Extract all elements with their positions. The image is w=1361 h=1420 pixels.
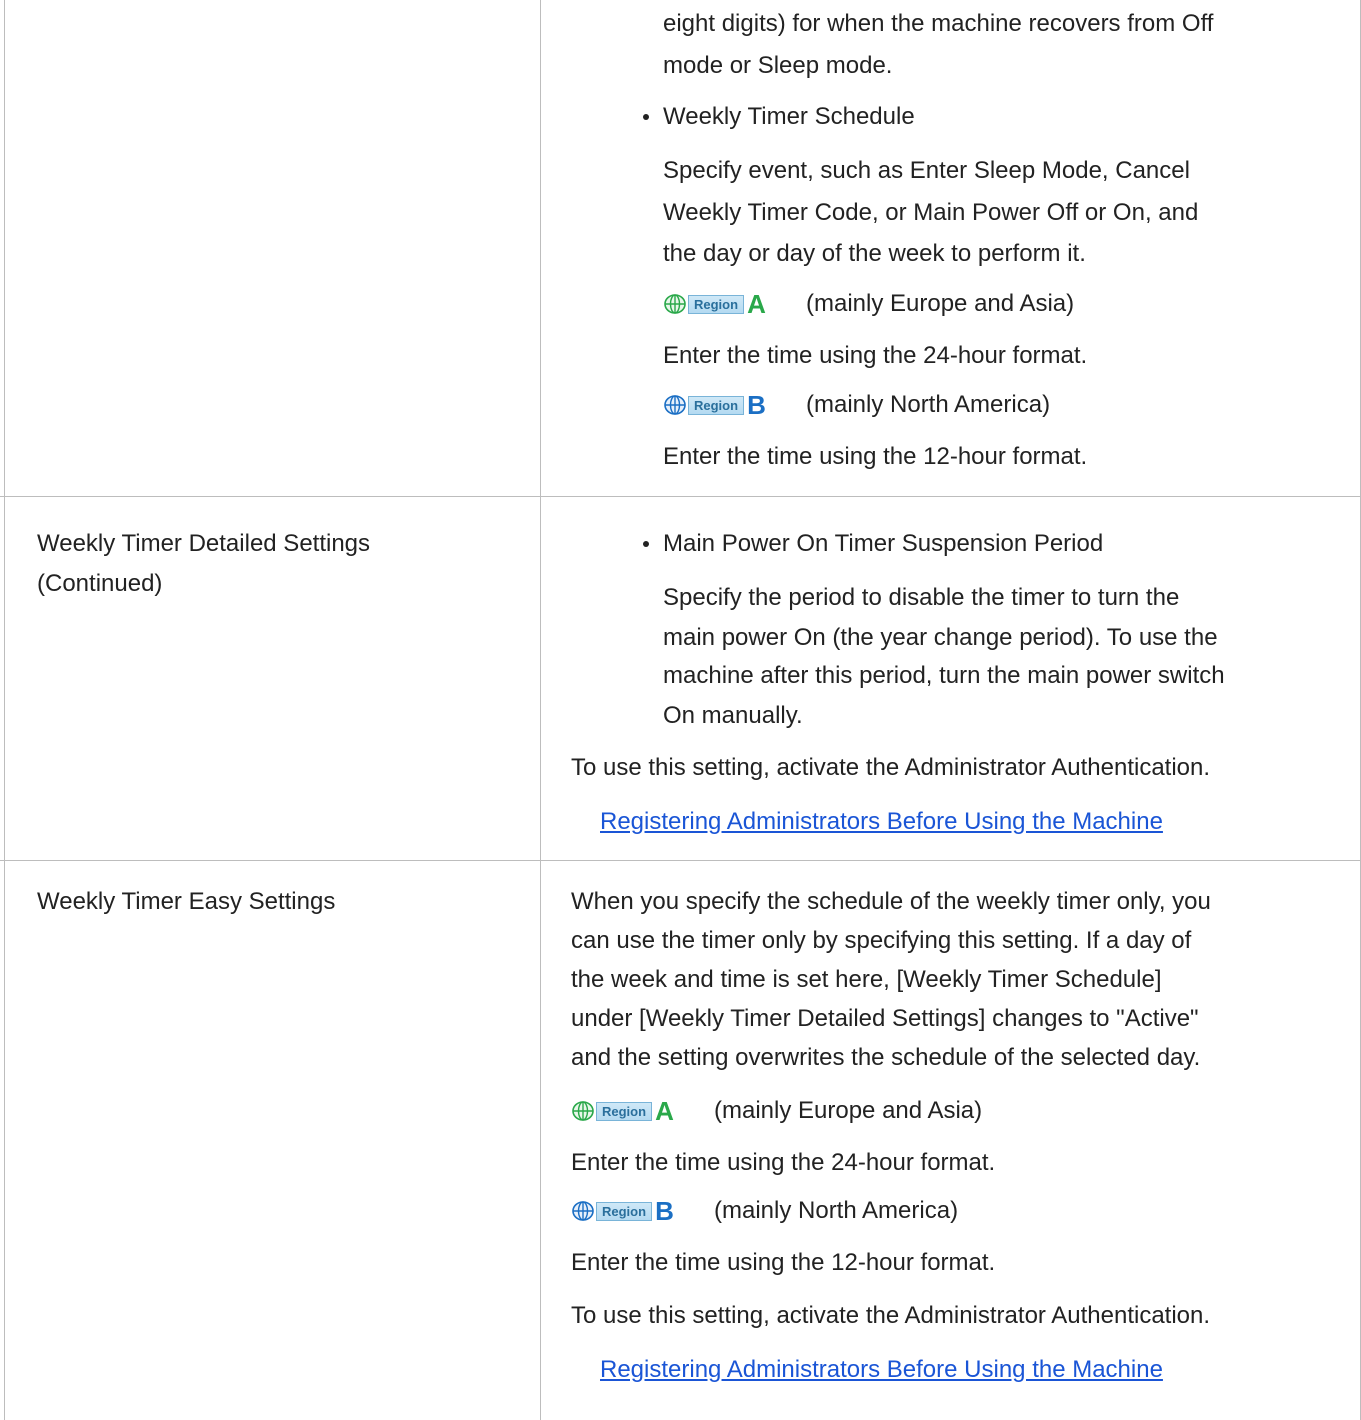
region-letter-b: B bbox=[747, 390, 766, 420]
region-label: Region bbox=[596, 1102, 652, 1121]
region-b-badge bbox=[571, 1198, 674, 1224]
globe-icon bbox=[663, 294, 687, 314]
row-2-label: Weekly Timer Detailed Settings bbox=[37, 530, 371, 557]
table-column-divider bbox=[540, 0, 541, 1420]
row-2-text-line: main power On (the year change period). To use the bbox=[663, 624, 1218, 651]
region-a-text: Enter the time using the 24-hour format. bbox=[571, 1149, 996, 1176]
region-label: Region bbox=[688, 295, 744, 314]
bullet-icon bbox=[643, 541, 649, 547]
globe-icon bbox=[571, 1201, 595, 1221]
region-b-note: (mainly North America) bbox=[714, 1197, 959, 1224]
registering-administrators-link[interactable]: Registering Administrators Before Using the Machine bbox=[600, 808, 1163, 835]
region-letter-a: A bbox=[655, 1096, 674, 1126]
row-divider-1 bbox=[0, 496, 1361, 497]
region-b-text: Enter the time using the 12-hour format. bbox=[663, 443, 1088, 470]
globe-icon bbox=[663, 395, 687, 415]
row-2-text-line: machine after this period, turn the main power switch bbox=[663, 662, 1225, 689]
row-2-text-line: Specify the period to disable the timer to turn the bbox=[663, 584, 1180, 611]
region-b-badge bbox=[663, 392, 766, 418]
row-divider-2 bbox=[0, 860, 1361, 861]
region-a-badge bbox=[663, 291, 766, 317]
region-letter-b: B bbox=[655, 1196, 674, 1226]
row-1-text-line: Weekly Timer Code, or Main Power Off or On, and bbox=[663, 199, 1199, 226]
row-1-text-line: Specify event, such as Enter Sleep Mode, Cancel bbox=[663, 157, 1190, 184]
weekly-timer-schedule-title: Weekly Timer Schedule bbox=[663, 103, 915, 130]
region-a-text: Enter the time using the 24-hour format. bbox=[663, 342, 1088, 369]
region-a-note: (mainly Europe and Asia) bbox=[714, 1097, 983, 1124]
region-b-note: (mainly North America) bbox=[806, 391, 1051, 418]
row-2-label-continued: (Continued) bbox=[37, 570, 163, 597]
admin-auth-note: To use this setting, activate the Administrator Authentication. bbox=[571, 1302, 1211, 1329]
globe-icon bbox=[571, 1101, 595, 1121]
row-1-text-line: the day or day of the week to perform it. bbox=[663, 240, 1086, 267]
region-a-note: (mainly Europe and Asia) bbox=[806, 290, 1075, 317]
suspension-period-title: Main Power On Timer Suspension Period bbox=[663, 530, 1104, 557]
region-label: Region bbox=[596, 1202, 652, 1221]
row-3-text-line: the week and time is set here, [Weekly Timer Schedule] bbox=[571, 966, 1162, 993]
bullet-icon bbox=[643, 114, 649, 120]
region-label: Region bbox=[688, 396, 744, 415]
row-2-text-line: On manually. bbox=[663, 702, 803, 729]
region-b-text: Enter the time using the 12-hour format. bbox=[571, 1249, 996, 1276]
row-3-text-line: When you specify the schedule of the weekly timer only, you bbox=[571, 888, 1211, 915]
row-3-text-line: and the setting overwrites the schedule of the selected day. bbox=[571, 1044, 1201, 1071]
region-a-badge bbox=[571, 1098, 674, 1124]
row-3-label: Weekly Timer Easy Settings bbox=[37, 888, 336, 915]
registering-administrators-link[interactable]: Registering Administrators Before Using the Machine bbox=[600, 1356, 1163, 1383]
table-left-border bbox=[4, 0, 5, 1420]
row-3-text-line: under [Weekly Timer Detailed Settings] changes to "Active" bbox=[571, 1005, 1199, 1032]
row-3-text-line: can use the timer only by specifying this setting. If a day of bbox=[571, 927, 1192, 954]
row-1-text-line: mode or Sleep mode. bbox=[663, 52, 893, 79]
region-letter-a: A bbox=[747, 289, 766, 319]
row-1-text-line: eight digits) for when the machine recovers from Off bbox=[663, 10, 1214, 37]
admin-auth-note: To use this setting, activate the Administrator Authentication. bbox=[571, 754, 1211, 781]
